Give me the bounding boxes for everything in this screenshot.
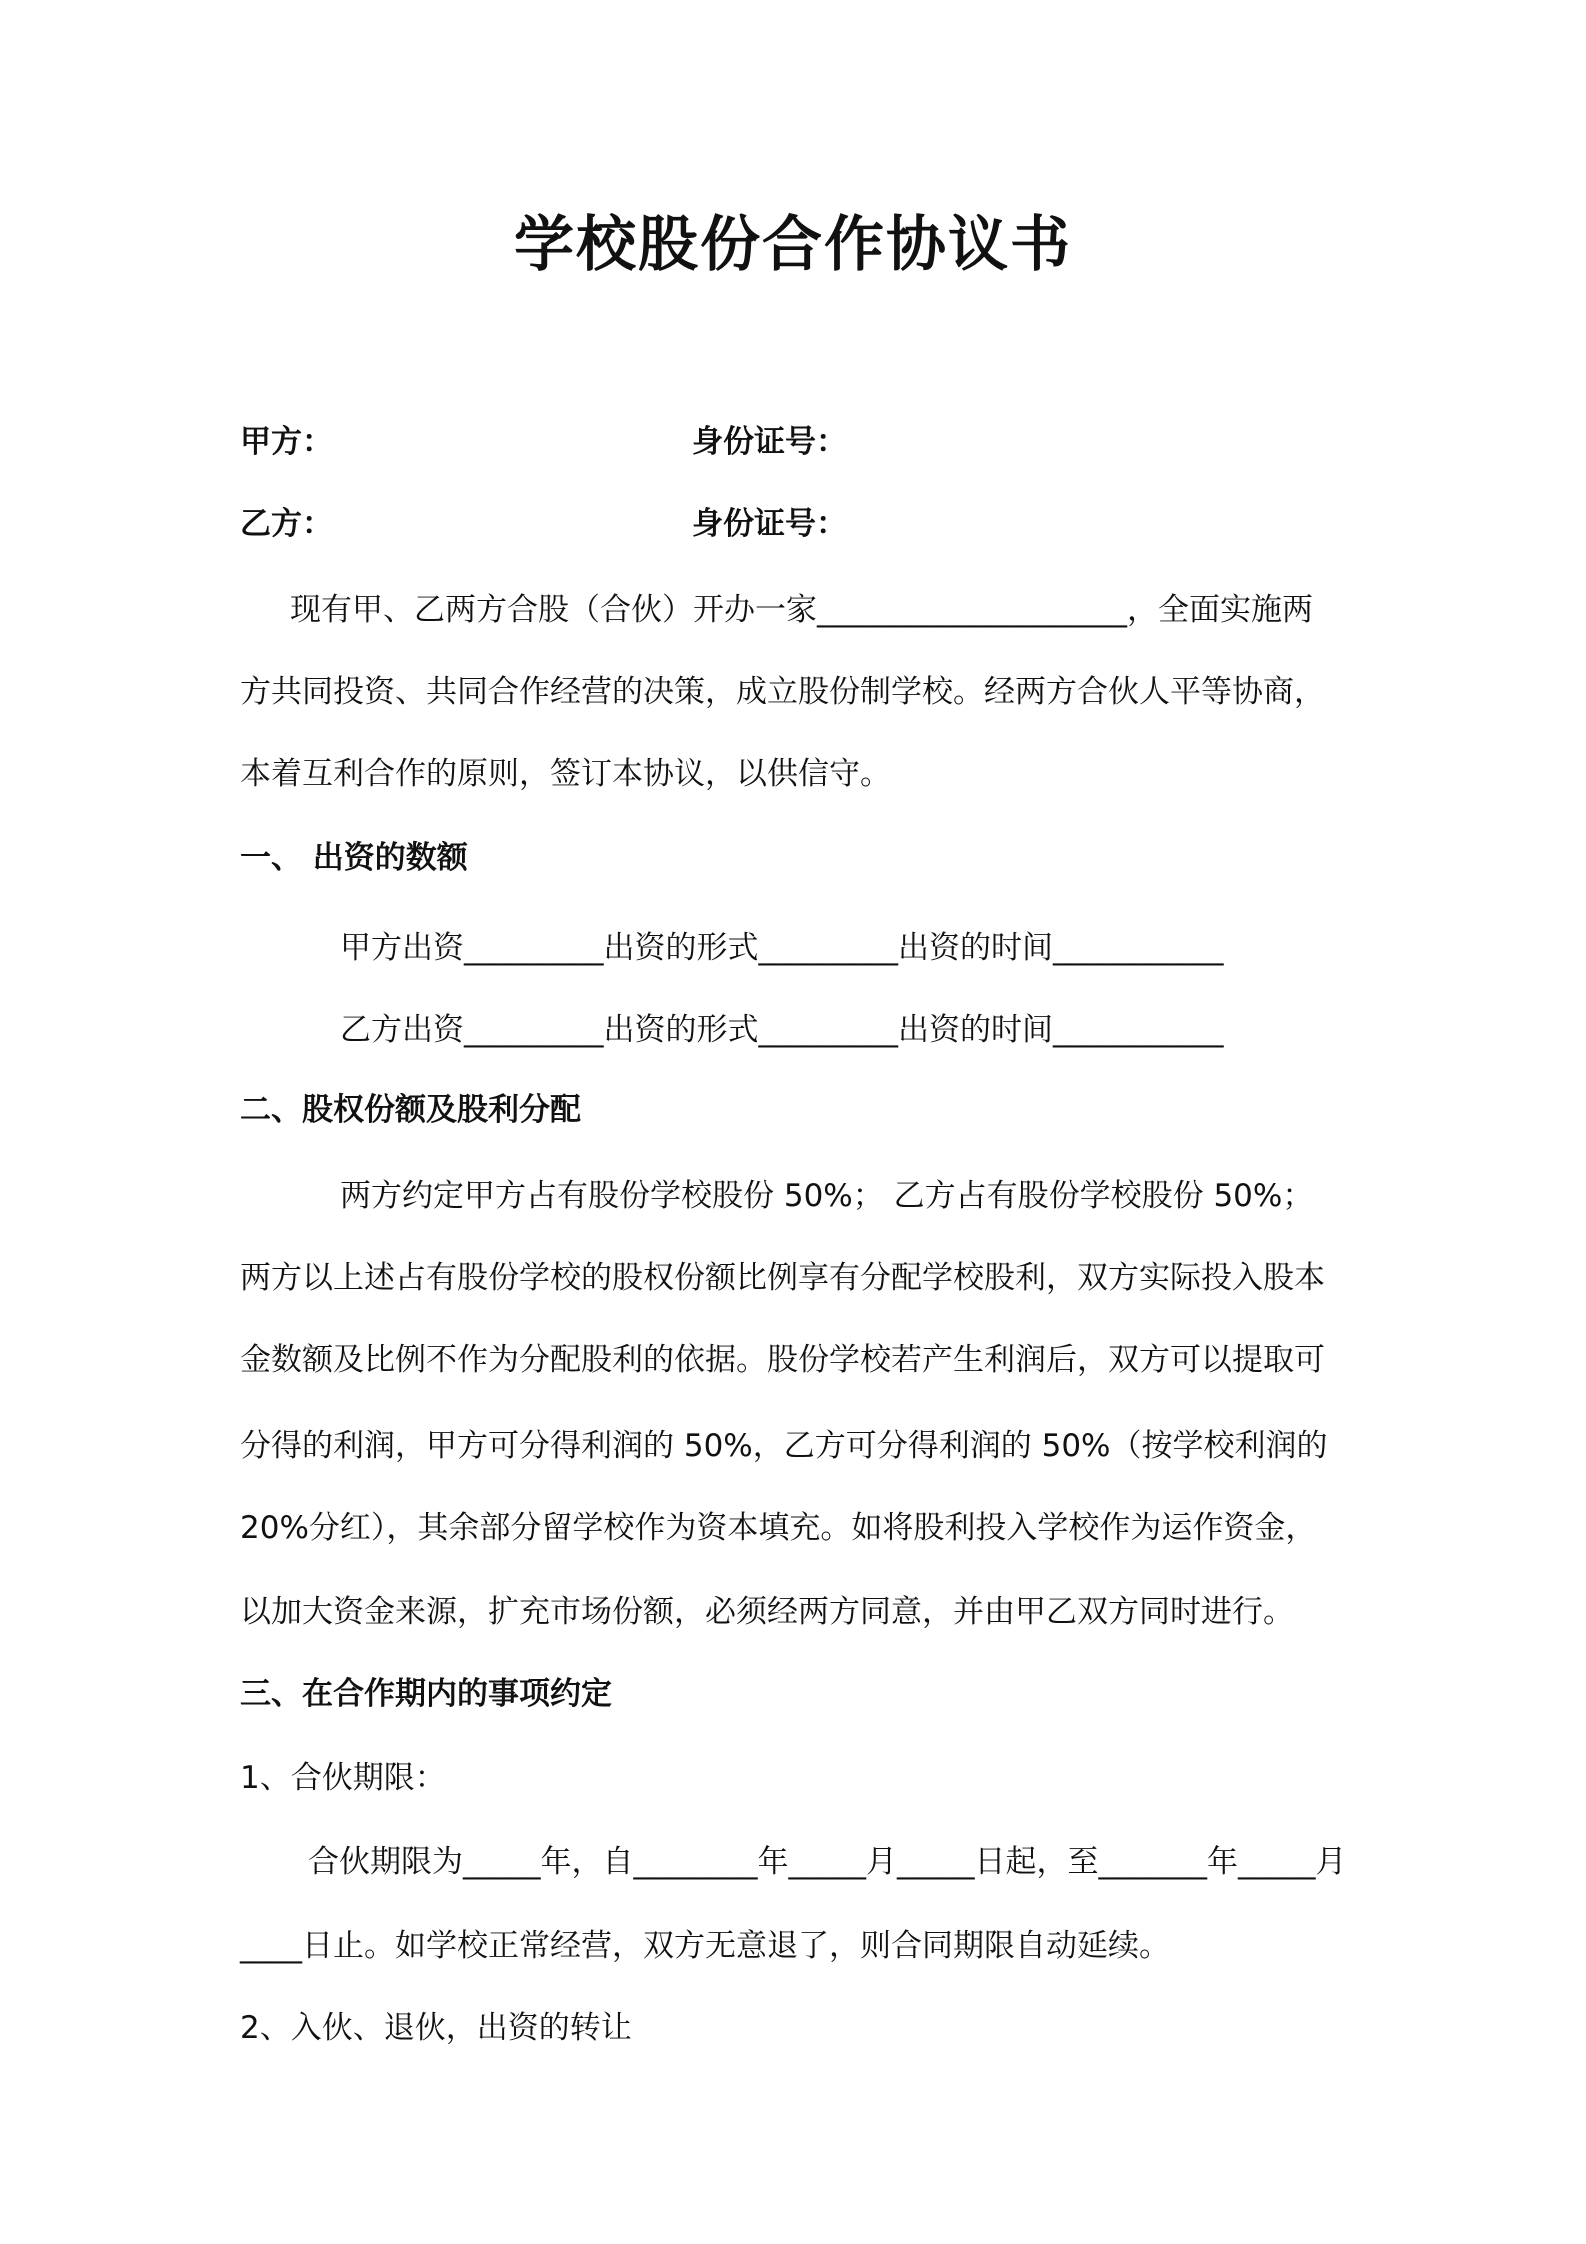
section3-term-line-1: 合伙期限为_____年，自________年_____月_____日起，至_______年_____月 (308, 1844, 1347, 1880)
section3-sub2: 2、入伙、退伙，出资的转让 (240, 2010, 632, 2046)
section2-line-2: 两方以上述占有股份学校的股权份额比例享有分配学校股利，双方实际投入股本 (240, 1260, 1325, 1296)
intro-line-2: 方共同投资、共同合作经营的决策，成立股份制学校。经两方合伙人平等协商， (240, 674, 1325, 710)
section2-line-1: 两方约定甲方占有股份学校股份 50%； 乙方占有股份学校股份 50%； (340, 1178, 1314, 1214)
party-a-row (240, 420, 847, 464)
party-b-id-label: 身份证号： (692, 506, 847, 542)
section2-line-5: 20%分红），其余部分留学校作为资本填充。如将股利投入学校作为运作资金， (240, 1510, 1317, 1546)
section1-line-b: 乙方出资_________出资的形式_________出资的时间___________ (340, 1012, 1224, 1048)
document-title: 学校股份合作协议书 (514, 210, 1072, 280)
section2-line-3: 金数额及比例不作为分配股利的依据。股份学校若产生利润后，双方可以提取可 (240, 1342, 1325, 1378)
section1-line-a: 甲方出资_________出资的形式_________出资的时间___________ (340, 930, 1224, 966)
section3-term-line-2: ____日止。如学校正常经营，双方无意退了，则合同期限自动延续。 (240, 1928, 1170, 1964)
section3-heading: 三、在合作期内的事项约定 (240, 1676, 612, 1712)
section1-heading: 一、 出资的数额 (240, 840, 468, 876)
intro-line-3: 本着互利合作的原则，签订本协议，以供信守。 (240, 756, 891, 792)
section2-heading: 二、股权份额及股利分配 (240, 1092, 581, 1128)
section2-line-4: 分得的利润，甲方可分得利润的 50%，乙方可分得利润的 50%（按学校利润的 (240, 1428, 1328, 1464)
section3-sub1: 1、合伙期限： (240, 1760, 446, 1796)
intro-line-1: 现有甲、乙两方合股（合伙）开办一家____________________，全面实施两 (290, 592, 1313, 628)
section2-line-6: 以加大资金来源，扩充市场份额，必须经两方同意，并由甲乙双方同时进行。 (240, 1594, 1294, 1630)
party-a-label: 甲方： (240, 424, 333, 460)
party-a-id-label: 身份证号： (692, 424, 847, 460)
party-b-row (240, 502, 847, 546)
party-b-label: 乙方： (240, 506, 333, 542)
